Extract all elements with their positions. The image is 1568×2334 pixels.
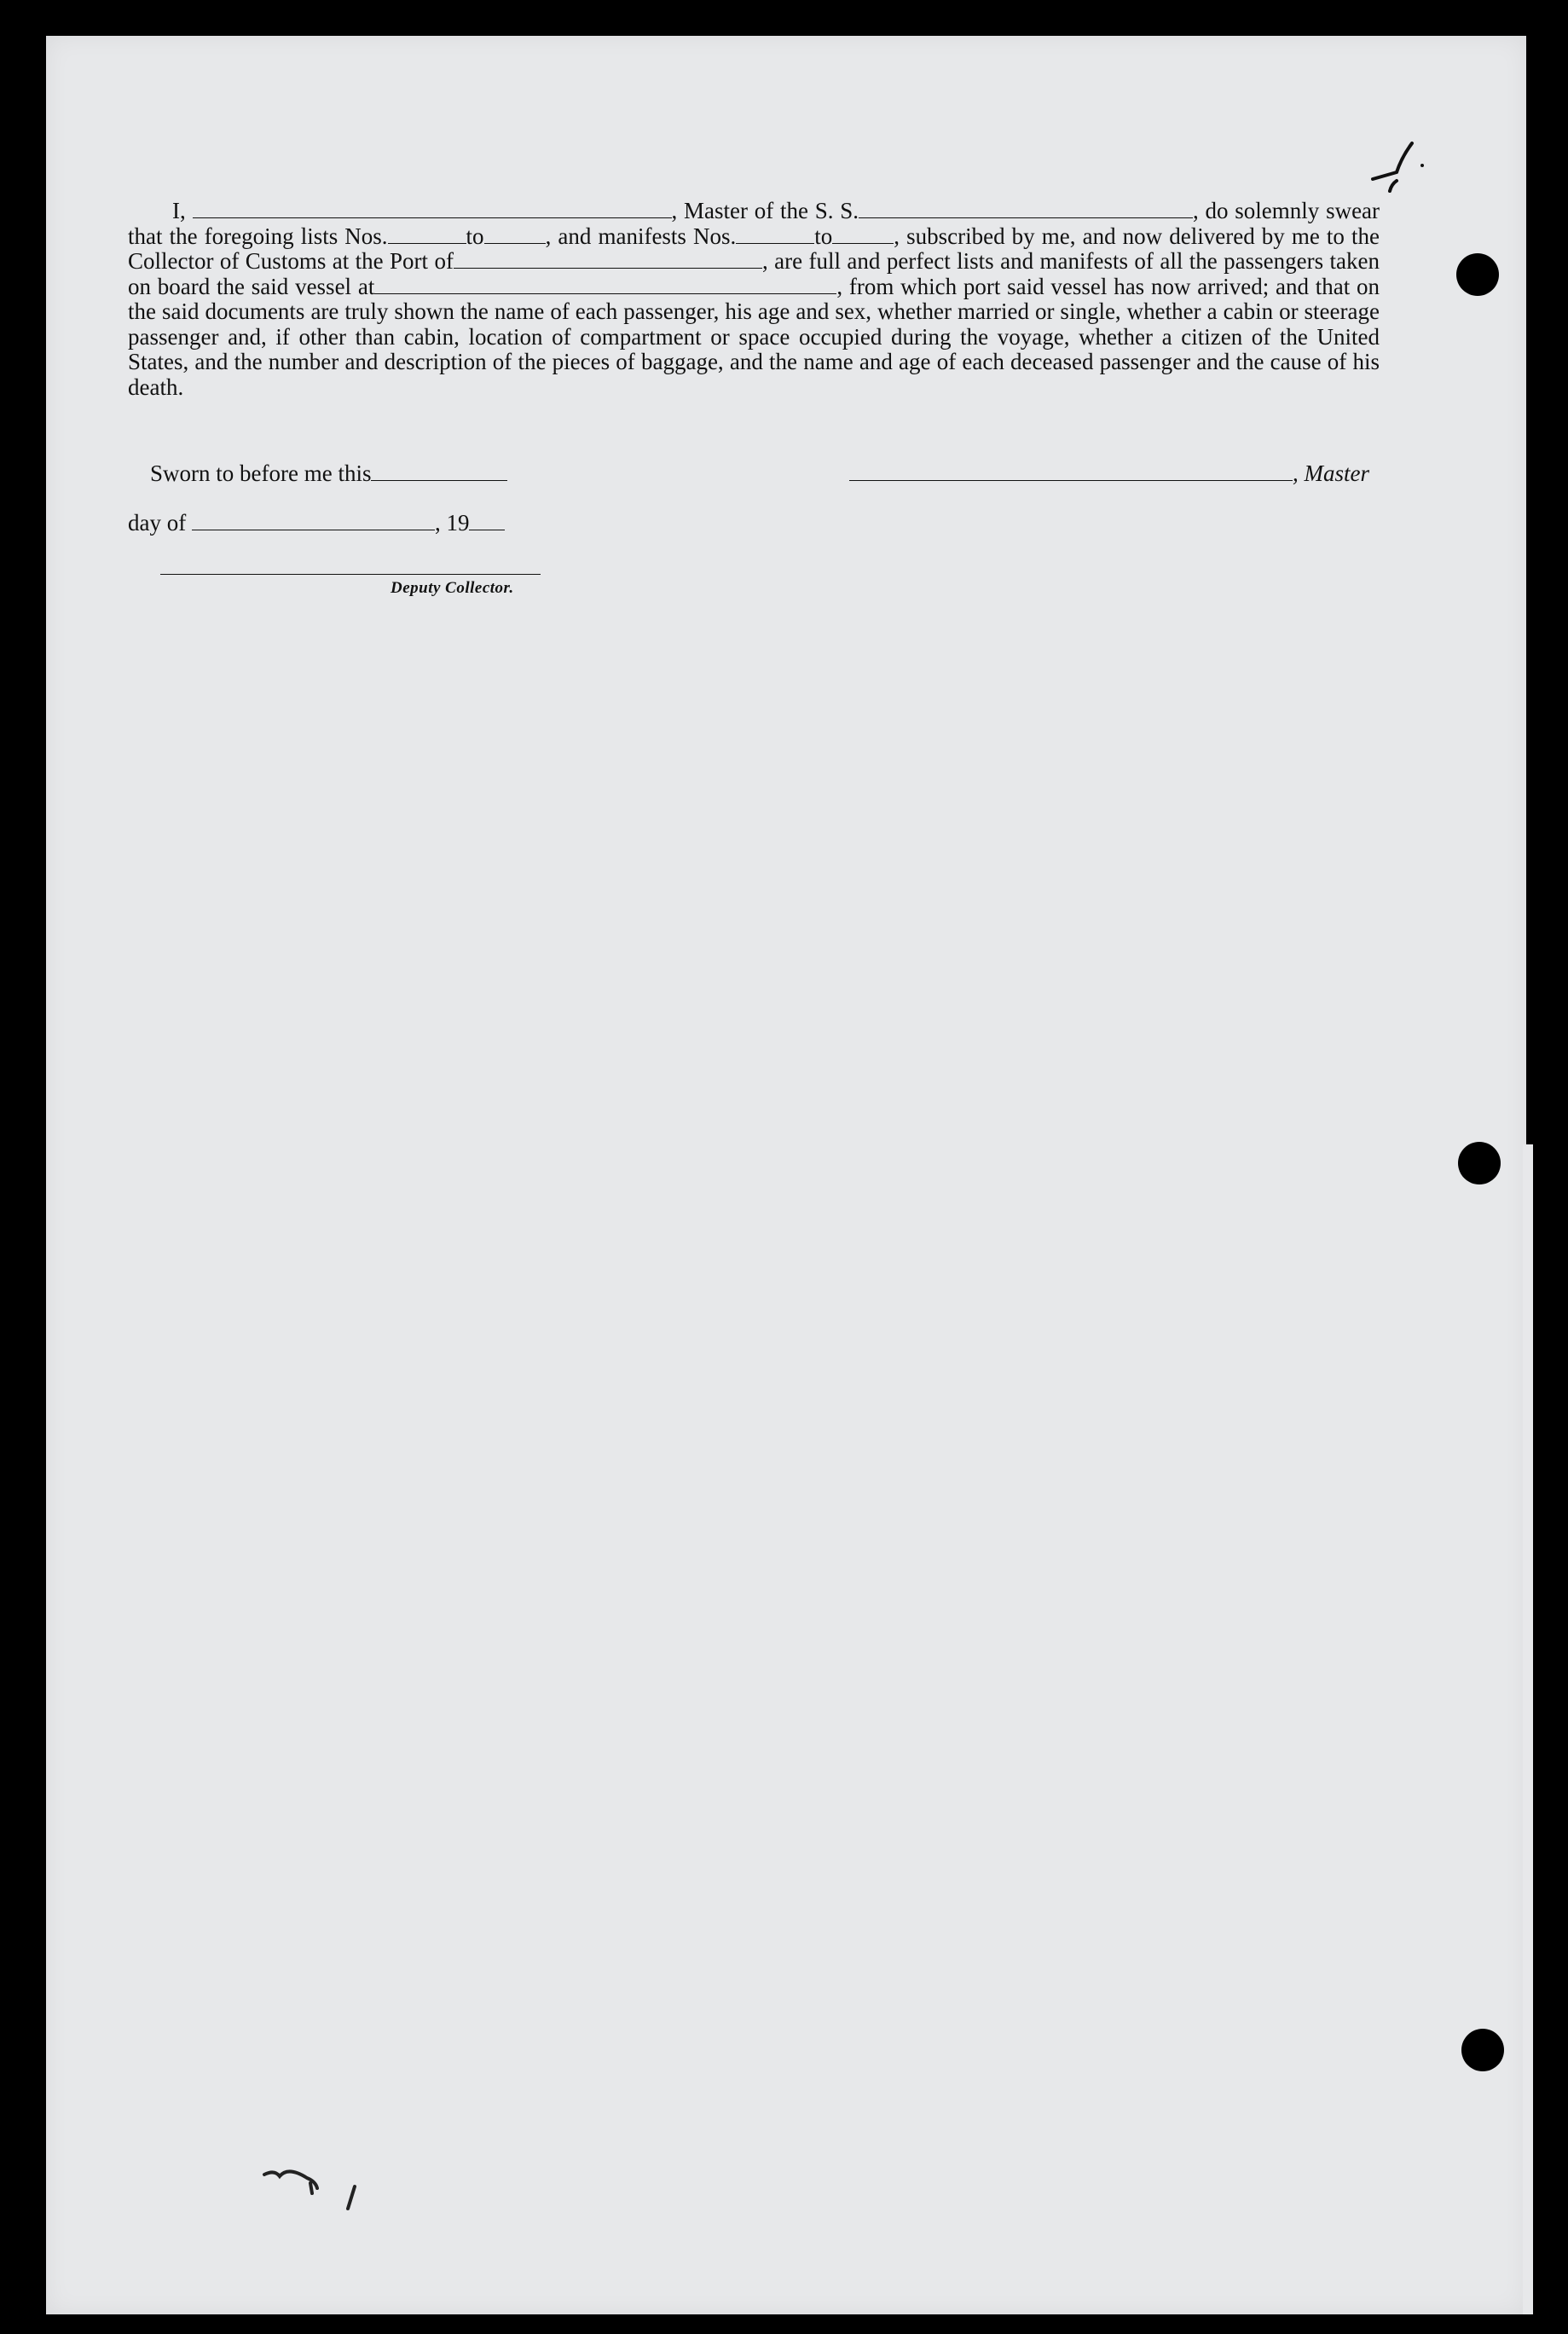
- oath-swear-lists: swear that the foregoing lists Nos.: [128, 198, 1380, 249]
- oath-paragraph: [128, 199, 1380, 400]
- deputy-collector-label: Deputy Collector.: [391, 579, 514, 597]
- punch-hole-bottom: [1461, 2029, 1504, 2071]
- year-prefix: , 19: [434, 510, 470, 536]
- embark-port-blank[interactable]: [374, 292, 836, 294]
- oath-master-of-ss: , Master of the S. S.: [671, 198, 859, 223]
- day-row: [128, 510, 505, 536]
- oath-full-perfect: , are full and perfect lists and: [761, 248, 1034, 274]
- form-page: [46, 36, 1526, 2314]
- vessel-name-blank[interactable]: [859, 217, 1193, 218]
- deputy-signature-line[interactable]: [160, 574, 541, 575]
- punch-hole-middle: [1458, 1142, 1501, 1184]
- master-signature-blank[interactable]: [849, 479, 1293, 481]
- oath-manifests-all: manifests of all the passengers taken on board the said vessel at: [128, 248, 1380, 299]
- oath-to-1: to: [466, 223, 484, 249]
- oath-and-manifests: , and manifests Nos.: [545, 223, 737, 249]
- oath-to-2: to: [814, 223, 833, 249]
- master-signature-row: [849, 460, 1369, 487]
- handwritten-mark-bottom: [254, 2149, 416, 2221]
- master-name-blank[interactable]: [193, 217, 672, 218]
- month-blank[interactable]: [192, 529, 435, 530]
- oath-delivered: delivered by me to the Collector of Customs at the Port of: [128, 223, 1380, 274]
- handwritten-mark-top: [1340, 131, 1434, 221]
- sworn-row: [150, 460, 507, 487]
- punch-hole-top: [1456, 253, 1499, 296]
- manifest-to-blank[interactable]: [832, 242, 894, 244]
- sworn-day-blank[interactable]: [371, 479, 507, 481]
- master-label: , Master: [1293, 460, 1369, 486]
- oath-subscribed: , subscribed by me, and now: [894, 223, 1163, 249]
- sworn-label: Sworn to before me this: [150, 460, 372, 486]
- year-blank[interactable]: [469, 529, 505, 530]
- list-from-blank[interactable]: [388, 242, 466, 244]
- oath-body: port said vessel has now arrived; and that on the said documents are truly shown the name of each passenger, his age and sex, whether married or single, whether a cabin or steerage passenger and, if other than cabin, location of compartment or space occupied during the voyage, whether a citizen of the United States, and the number and description of the pieces of baggage, and the name and age of each deceased passenger and the cause of his death.: [128, 273, 1380, 400]
- manifest-from-blank[interactable]: [736, 242, 814, 244]
- oath-from-which: , from which: [836, 273, 958, 299]
- list-to-blank[interactable]: [484, 242, 546, 244]
- day-of-label: day of: [128, 510, 187, 536]
- oath-do-solemnly: , do solemnly: [1193, 198, 1320, 223]
- port-blank[interactable]: [454, 267, 762, 269]
- oath-i: I,: [172, 198, 186, 223]
